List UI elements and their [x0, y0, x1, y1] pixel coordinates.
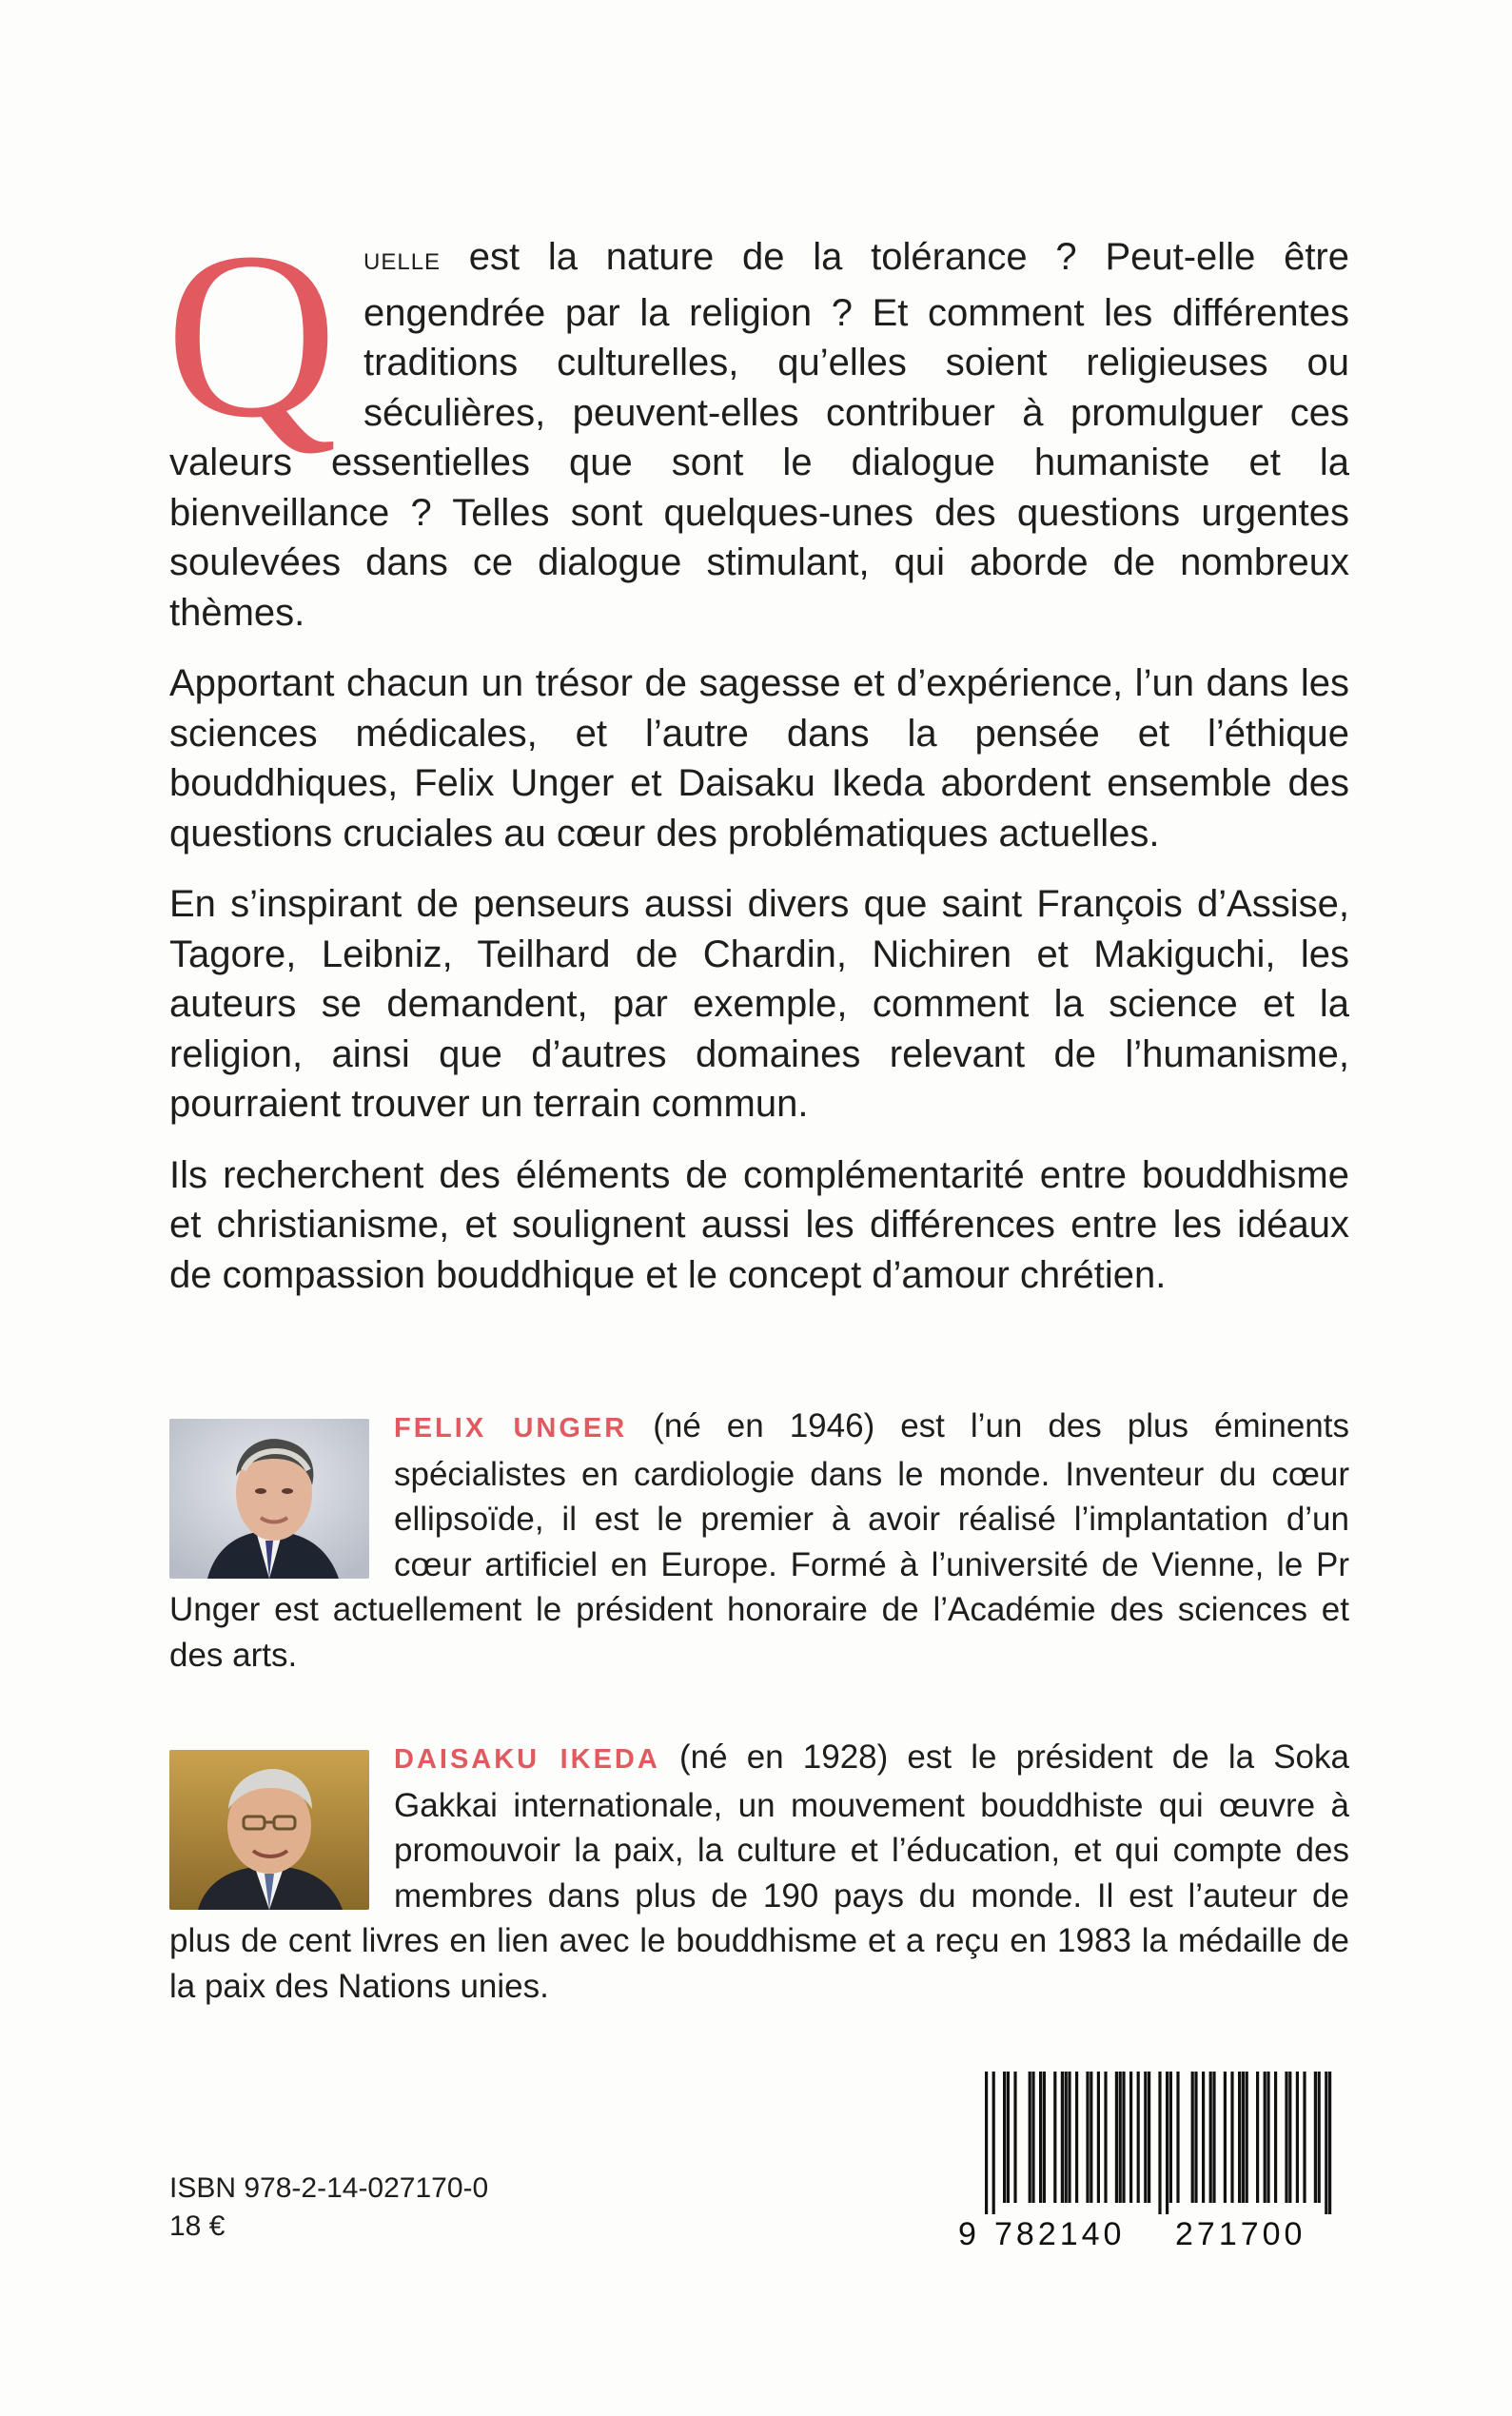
- publication-info: [169, 2170, 488, 2246]
- barcode-bar-6: [1031, 2072, 1034, 2203]
- author-bio-text-unger: (né en 1946) est l’un des plus éminents spécialistes en cardiologie dans le monde. Inventeur du cœur ellipsoïde, il est le premier à avoir réalisé l’implantation d’un cœur artificiel en Europe. Formé à l’université de Vienne, le Pr Unger est actuellement le président honoraire de l’Académie des sciences et des arts.: [169, 1407, 1349, 1674]
- barcode-bar-11: [1065, 2072, 1068, 2203]
- barcode-bars: [985, 2072, 1331, 2214]
- author-photo-unger: [169, 1419, 369, 1579]
- barcode-bar-32: [1209, 2072, 1212, 2203]
- blurb-paragraph-1: [166, 204, 1349, 638]
- barcode-bar-35: [1230, 2072, 1233, 2203]
- barcode-bar-25: [1158, 2072, 1161, 2214]
- barcode-bar-24: [1148, 2072, 1150, 2203]
- barcode-bar-31: [1202, 2072, 1205, 2203]
- barcode-bar-15: [1090, 2072, 1092, 2203]
- barcode-bar-34: [1224, 2072, 1227, 2203]
- barcode-bar-46: [1303, 2072, 1306, 2203]
- barcode-bar-40: [1264, 2072, 1267, 2203]
- barcode-bar-41: [1267, 2072, 1269, 2203]
- blurb-paragraph-4: Ils recherchent des éléments de complémentarité entre bouddhisme et christianisme, et soulignent aussi les différences entre les idéaux de compassion bouddhique et le concept d’amour chrétien.: [169, 1153, 1349, 1296]
- barcode-bar-19: [1119, 2072, 1122, 2203]
- barcode-bar-22: [1137, 2072, 1140, 2203]
- isbn-barcode: [956, 2072, 1349, 2252]
- barcode-bar-27: [1169, 2072, 1172, 2203]
- barcode-bar-18: [1115, 2072, 1118, 2203]
- blurb-paragraph-2: Apportant chacun un trésor de sagesse et d’expérience, l’un dans les sciences médicales, et l’autre dans la pensée et l’éthique bouddhiques, Felix Unger et Daisaku Ikeda abordent ensemble des questions cruciales au cœur des problématiques actuelles.: [169, 662, 1349, 854]
- barcode-bar-0: [985, 2072, 988, 2214]
- portrait-unger-image: [169, 1419, 369, 1579]
- barcode-bar-38: [1246, 2072, 1248, 2203]
- barcode-bar-44: [1288, 2072, 1291, 2203]
- barcode-bar-29: [1191, 2072, 1194, 2203]
- barcode-digits-left: 782140: [994, 2216, 1126, 2252]
- barcode-bar-12: [1068, 2072, 1070, 2203]
- blurb: [166, 204, 1349, 1321]
- author-bio-text-ikeda: (né en 1928) est le président de la Soka Gakkai internationale, un mouvement bouddhiste qui œuvre à promouvoir la paix, la culture et l’éducation, et qui compte des membres dans plus de 190 pays du monde. Il est l’auteur de plus de cent livres en lien avec le bouddhisme et a reçu en 1983 la médaille de la paix des Nations unies.: [169, 1738, 1349, 2005]
- barcode-bar-9: [1053, 2072, 1056, 2203]
- barcode-bar-45: [1296, 2072, 1299, 2203]
- barcode-bar-42: [1274, 2072, 1277, 2203]
- isbn-text: ISBN 978-2-14-027170-0: [169, 2172, 489, 2204]
- barcode-bar-3: [1007, 2072, 1010, 2203]
- barcode-bar-1: [992, 2072, 995, 2214]
- barcode-bar-13: [1075, 2072, 1078, 2203]
- paragraph-1-text: est la nature de la tolérance ? Peut-elle être engendrée par la religion ? Et comment les différentes traditions culturelles, qu’elles soient religieuses ou séculières, peuvent-elles contribuer à promulguer ces valeurs essentielles que sont le dialogue humaniste et la bienveillance ? Telles sont quelques-unes des questions urgentes soulevées dans ce dialogue stimulant, qui aborde de nombreux thèmes.: [169, 236, 1349, 634]
- author-bio-unger: [169, 1404, 1349, 1678]
- barcode-bar-30: [1194, 2072, 1197, 2203]
- barcode-bar-50: [1328, 2072, 1331, 2214]
- dropcap-letter: Q: [166, 204, 338, 467]
- barcode-bar-23: [1144, 2072, 1147, 2203]
- author-name-unger: FELIX UNGER: [394, 1413, 628, 1444]
- barcode-bar-26: [1166, 2072, 1168, 2214]
- barcode-digits-right: 271700: [1175, 2216, 1306, 2252]
- barcode-bar-7: [1039, 2072, 1042, 2203]
- barcode-digit-first: 9: [958, 2216, 976, 2252]
- barcode-bar-21: [1129, 2072, 1132, 2203]
- barcode-bar-4: [1013, 2072, 1016, 2203]
- barcode-bar-47: [1314, 2072, 1317, 2203]
- price-text: 18 €: [169, 2210, 226, 2242]
- barcode-bar-8: [1043, 2072, 1046, 2203]
- barcode-bar-49: [1325, 2072, 1327, 2214]
- barcode-bar-39: [1256, 2072, 1259, 2203]
- portrait-ikeda-image: [169, 1750, 369, 1910]
- barcode-bar-2: [1003, 2072, 1006, 2203]
- lead-word: UELLE: [363, 249, 442, 275]
- barcode-bar-28: [1176, 2072, 1179, 2203]
- barcode-bar-36: [1238, 2072, 1241, 2203]
- barcode-bar-48: [1318, 2072, 1321, 2203]
- blurb-paragraph-3: En s’inspirant de penseurs aussi divers que saint François d’Assise, Tagore, Leibniz, Teilhard de Chardin, Nichiren et Makiguchi, les auteurs se demandent, par exemple, comment la science et la religion, ainsi que d’autres domaines relevant de l’humanisme, pourraient trouver un terrain commun.: [169, 883, 1349, 1125]
- barcode-bar-20: [1122, 2072, 1125, 2203]
- barcode-bar-5: [1029, 2072, 1031, 2203]
- author-bio-ikeda: [169, 1735, 1349, 2009]
- barcode-bar-33: [1212, 2072, 1215, 2203]
- barcode-bar-37: [1242, 2072, 1245, 2203]
- barcode-bar-16: [1097, 2072, 1100, 2203]
- barcode-bar-17: [1104, 2072, 1107, 2203]
- barcode-bar-10: [1061, 2072, 1064, 2203]
- author-photo-ikeda: [169, 1750, 369, 1910]
- author-name-ikeda: DAISAKU IKEDA: [394, 1744, 660, 1775]
- barcode-bar-43: [1285, 2072, 1287, 2203]
- barcode-bar-14: [1086, 2072, 1089, 2203]
